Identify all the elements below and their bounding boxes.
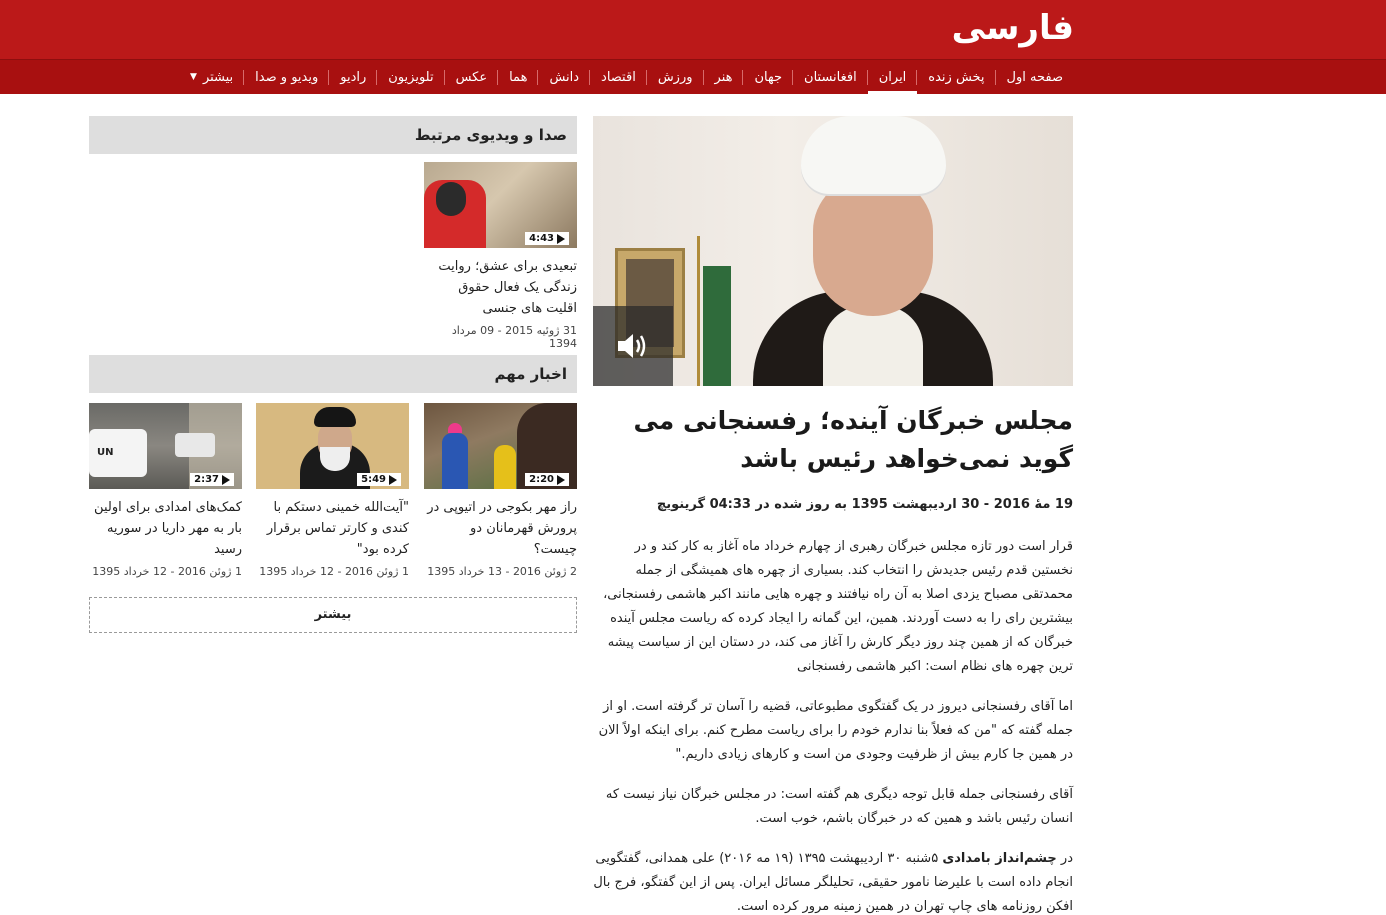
- cleric-face: [813, 176, 933, 316]
- duration-text: 5:49: [361, 474, 386, 485]
- nav-item-radio[interactable]: رادیو: [329, 60, 377, 95]
- nav-item-homa[interactable]: هما: [498, 60, 538, 95]
- top-news-section: [89, 355, 577, 622]
- flag-pole: [697, 236, 700, 386]
- duration-badge: [525, 473, 569, 486]
- nav-item-iran[interactable]: ایران: [868, 60, 918, 95]
- section-heading: اخبار مهم: [89, 355, 577, 393]
- nav-item-tv[interactable]: تلویزیون: [377, 60, 444, 95]
- cleric-collar: [823, 306, 923, 386]
- video-thumbnail[interactable]: [256, 403, 409, 489]
- duration-text: 4:43: [529, 233, 554, 244]
- news-item[interactable]: [89, 403, 242, 578]
- article-body: [593, 535, 1073, 915]
- video-thumbnail[interactable]: UN 2:37: [89, 403, 242, 489]
- related-av-item[interactable]: [424, 162, 577, 350]
- news-item[interactable]: [424, 403, 577, 578]
- more-news-button[interactable]: بیشتر: [89, 597, 577, 633]
- news-item[interactable]: [256, 403, 409, 578]
- nav-more-menu[interactable]: [179, 60, 244, 95]
- nav-item-world[interactable]: جهان: [743, 60, 793, 95]
- cleric-turban: [801, 116, 946, 194]
- play-icon: [557, 475, 565, 485]
- item-title-link[interactable]: تبعیدی برای عشق؛ روایت زندگی یک فعال حقوق اقلیت های جنسی: [438, 259, 577, 316]
- duration-text: 2:20: [529, 474, 554, 485]
- nav-list: [179, 60, 1074, 95]
- video-thumbnail[interactable]: [424, 403, 577, 489]
- nav-more-label: بیشتر: [202, 70, 234, 85]
- play-icon: [222, 475, 230, 485]
- paragraph-rest: ۵شنبه ۳۰ اردیبهشت ۱۳۹۵ (۱۹ مه ۲۰۱۶) علی همدانی، گفتگویی انجام داده است با علیرضا نامور حقیقی، تحلیلگر مسائل ایران. پس از این گفتگو، فرج بال افکن روزنامه های چاپ تهران در همین زمینه مرور کرده است.: [593, 851, 1073, 914]
- item-date: 1 ژوئن 2016 - 12 خرداد 1395: [259, 565, 409, 578]
- duration-badge: [190, 473, 234, 486]
- video-thumbnail[interactable]: [424, 162, 577, 248]
- nav-item-afghanistan[interactable]: افغانستان: [793, 60, 868, 95]
- article-dateline: 19 مهٔ 2016 - 30 اردیبهشت 1395 به روز شده در 04:33 گرینویچ: [656, 497, 1073, 512]
- item-date: 31 ژوئیه 2015 - 09 مرداد 1394: [451, 324, 577, 350]
- article-hero-image: [593, 116, 1073, 386]
- site-header: [0, 0, 1386, 59]
- article-headline: مجلس خبرگان آینده؛ رفسنجانی می گوید نمی‌خواهد رئیس باشد: [633, 406, 1073, 473]
- duration-badge: [525, 232, 569, 245]
- nav-item-art[interactable]: هنر: [704, 60, 744, 95]
- related-av-section: [89, 116, 577, 350]
- nav-item-home[interactable]: صفحه اول: [1006, 70, 1063, 85]
- item-date: 1 ژوئن 2016 - 12 خرداد 1395: [92, 565, 242, 578]
- nav-item-economy[interactable]: اقتصاد: [590, 60, 647, 95]
- nav-item-video-audio[interactable]: ویدیو و صدا: [244, 60, 329, 95]
- news-list: [89, 403, 577, 583]
- section-heading: صدا و ویدیوی مرتبط: [89, 116, 577, 154]
- flag: [703, 266, 731, 386]
- item-title-link[interactable]: "آیت‌الله خمینی دستکم با کندی و کارتر تماس برقرار کرده بود": [266, 500, 409, 557]
- article-paragraph: اما آقای رفسنجانی دیروز در یک گفتگوی مطبوعاتی، قضیه را آسان تر گرفته است. او از جمله گفته که "من که فعلاً بنا ندارم خودم را برای ریاست مطرح کنم. برای اینکه اولاً الان در همین جا کارم بیش از ظرفیت وجودی من است و کارهای زیادی داریم.": [598, 699, 1073, 762]
- nav-item-science[interactable]: دانش: [538, 60, 590, 95]
- play-icon: [557, 234, 565, 244]
- nav-item-sport[interactable]: ورزش: [647, 60, 704, 95]
- duration-badge: [357, 473, 401, 486]
- speaker-icon: [616, 332, 650, 360]
- item-title-link[interactable]: کمک‌های امدادی برای اولین بار به مهر داریا در سوریه رسید: [94, 500, 242, 557]
- audio-play-button[interactable]: [593, 306, 673, 386]
- play-icon: [389, 475, 397, 485]
- item-date: 2 ژوئن 2016 - 13 خرداد 1395: [427, 565, 577, 578]
- nav-item-photo[interactable]: عکس: [445, 60, 499, 95]
- nav-item-live[interactable]: پخش زنده: [917, 60, 995, 95]
- site-logo[interactable]: فارسی: [951, 8, 1074, 48]
- caret-down-icon: ▼: [190, 72, 197, 82]
- program-name-link[interactable]: چشم‌انداز بامدادی: [942, 851, 1057, 866]
- article-paragraph: [593, 847, 1073, 915]
- paragraph-prefix: در: [1056, 851, 1073, 866]
- main-nav: [0, 59, 1386, 94]
- duration-text: 2:37: [194, 474, 219, 485]
- person-figure: [424, 180, 486, 248]
- item-title-link[interactable]: راز مهر بکوجی در اتیوپی در پرورش قهرمانان دو چیست؟: [427, 500, 577, 557]
- article-paragraph: قرار است دور تازه مجلس خبرگان رهبری از چهارم خرداد ماه آغاز به کار کند و در نخستین قدم رئیس جدیدش را انتخاب کند. بسیاری از چهره های همیشگی از جمله محمدتقی مصباح یزدی اصلا به آن راه نیافتند و چهره هایی مانند اکبر هاشمی رفسنجانی، بیشترین رای را به دست آوردند. همین، این گمانه را ایجاد کرده که ریاست مجلس آینده خبرگان که از همین چند روز دیگر کارش را آغاز می کند، در دستان این از سیاست پیشه ترین چهره های نظام است: اکبر هاشمی رفسنجانی: [603, 539, 1073, 674]
- article-paragraph: آقای رفسنجانی جمله قابل توجه دیگری هم گفته است: در مجلس خبرگان نیاز نیست که انسان رئیس باشد و همین که در خبرگان باشم، خوب است.: [605, 787, 1073, 826]
